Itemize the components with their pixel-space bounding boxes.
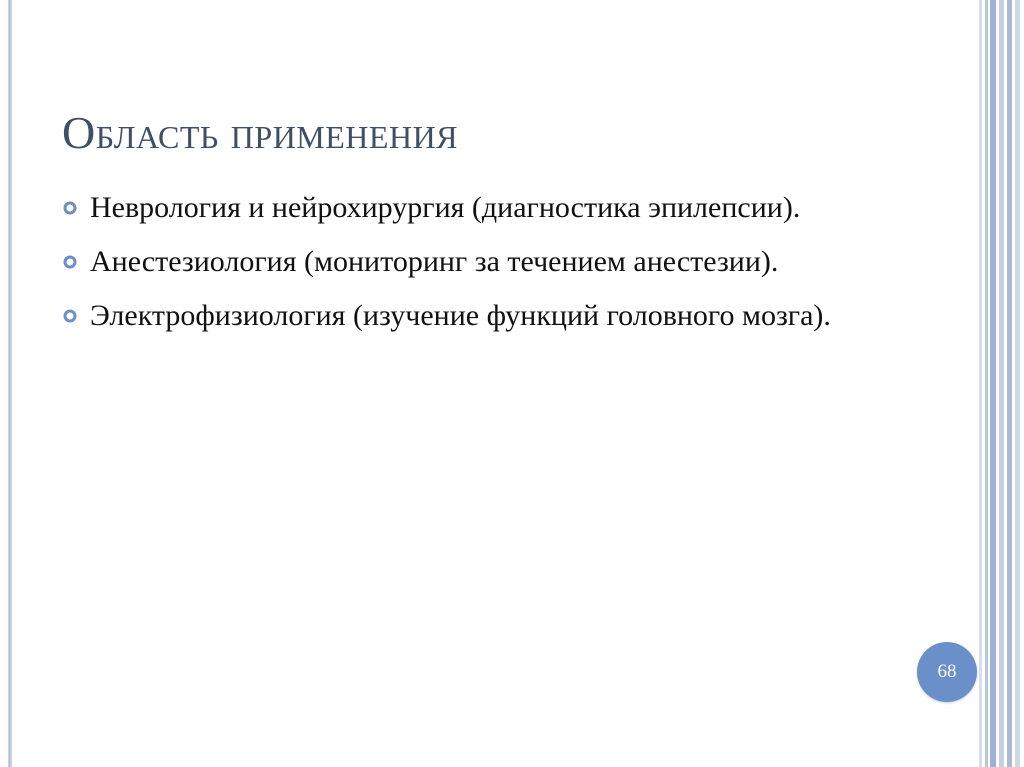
- ring-bullet-icon: [62, 254, 78, 270]
- stripe: [985, 0, 988, 767]
- list-item: [62, 296, 882, 336]
- bullet-text: Электрофизиология (изучение функций головного мозга).: [90, 299, 831, 332]
- stripe: [990, 0, 996, 767]
- page-number: 68: [937, 661, 957, 682]
- list-item: [62, 242, 882, 282]
- stripe: [1007, 0, 1012, 767]
- ring-bullet-icon: [62, 308, 78, 324]
- stripe: [999, 0, 1004, 767]
- slide-title: Область применения: [62, 107, 459, 158]
- list-item: [62, 188, 882, 228]
- stripe: [1015, 0, 1020, 767]
- bullet-text: Неврология и нейрохирургия (диагностика эпилепсии).: [90, 191, 801, 224]
- stripe: [979, 0, 982, 767]
- right-decorative-stripes: [978, 0, 1024, 767]
- left-border-rule-inner: [9, 0, 10, 767]
- page-number-badge: [917, 642, 977, 702]
- bullet-text: Анестезиология (мониторинг за течением анестезии).: [90, 245, 779, 278]
- ring-bullet-icon: [62, 200, 78, 216]
- bullet-list: [62, 188, 882, 350]
